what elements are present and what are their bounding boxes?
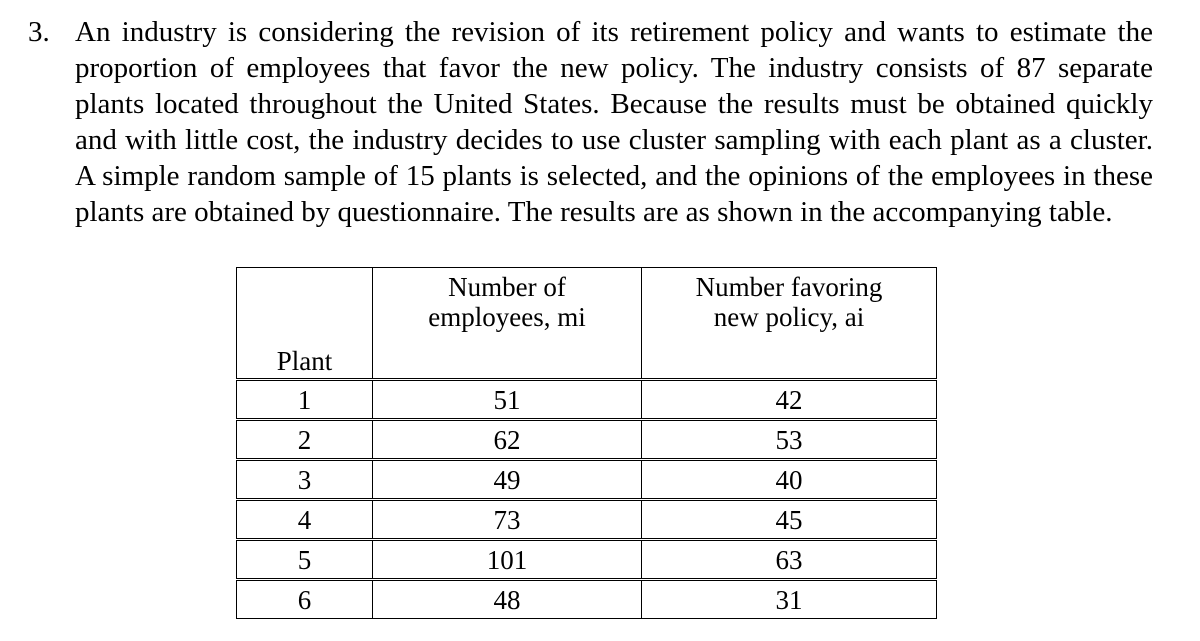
cell-employees: 49 [373, 460, 642, 500]
cell-plant: 2 [237, 420, 373, 460]
header-favoring-label [642, 268, 936, 332]
header-favoring-line1: Number favoring [695, 272, 883, 302]
cell-plant: 6 [237, 580, 373, 619]
header-favoring-line2: new policy, ai [713, 302, 865, 332]
problem-number: 3. [28, 16, 50, 48]
table-row [237, 500, 937, 540]
table-row [237, 380, 937, 420]
cell-employees: 101 [373, 540, 642, 580]
cell-employees: 62 [373, 420, 642, 460]
cell-favoring: 31 [642, 580, 937, 619]
table-row [237, 540, 937, 580]
table-header-row [237, 268, 937, 380]
header-plant [237, 268, 373, 380]
table-row [237, 580, 937, 619]
table-row [237, 420, 937, 460]
cell-plant: 1 [237, 380, 373, 420]
header-employees-label [373, 268, 641, 332]
cell-plant: 3 [237, 460, 373, 500]
cell-favoring: 40 [642, 460, 937, 500]
header-employees [373, 268, 642, 380]
cell-plant: 5 [237, 540, 373, 580]
cell-employees: 48 [373, 580, 642, 619]
cell-favoring: 63 [642, 540, 937, 580]
data-table [236, 267, 937, 619]
header-plant-label: Plant [276, 346, 333, 376]
header-favoring [642, 268, 937, 380]
cell-favoring: 53 [642, 420, 937, 460]
cell-employees: 73 [373, 500, 642, 540]
header-employees-line2: employees, mi [428, 302, 586, 332]
cell-favoring: 42 [642, 380, 937, 420]
problem-statement: An industry is considering the revision of its retirement policy and wants to estimate the proportion of employees that favor the new policy. The industry consists of 87 separate plants located throughout the United States. Because the results must be obtained quickly and with little cost, the industry decides to use cluster sampling with each plant as a cluster. A simple random sample of 15 plants is selected, and the opinions of the employees in these plants are obtained by questionnaire. The results are as shown in the accompanying table. [75, 16, 1153, 228]
header-employees-line1: Number of [448, 272, 566, 302]
cell-favoring: 45 [642, 500, 937, 540]
cell-plant: 4 [237, 500, 373, 540]
cell-employees: 51 [373, 380, 642, 420]
table-row [237, 460, 937, 500]
